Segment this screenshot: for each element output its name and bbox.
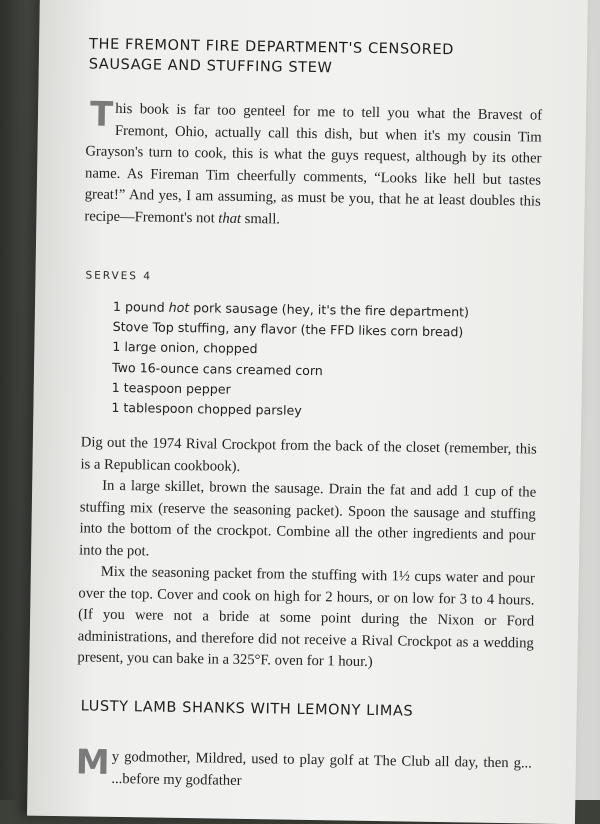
direction-paragraph: Mix the seasoning packet from the stuffing with 1½ cups water and pour over the top. Cover and cook on high for 2 hours, or on low for 3 to 4 hours. (If you were not a bride at some point during the Nixon or Ford administrations, and therefore did not receive a Rival Crockpot as a wedding present, you can bake in a 325°F. oven for 1 hour.) [77,563,535,671]
ingredient-text: pork sausage (hey, it's the fire department) [189,300,470,320]
servings-label: SERVES 4 [85,269,153,283]
direction-paragraph: Dig out the 1974 Rival Crockpot from the back of the closet (remember, this is a Republican cookbook). [80,434,537,475]
recipe-title-line-1: THE FREMONT FIRE DEPARTMENT'S CENSORED [88,36,455,59]
next-recipe-intro [75,742,533,796]
ingredient-item: Stove Top stuffing, any flavor (the FFD likes corn bread) [112,319,464,340]
recipe-title-line-2: SAUSAGE AND STUFFING STEW [88,56,333,77]
intro-text: y godmother, Mildred, used to play golf at The Club all day, then g... ...before my godfather [111,748,533,789]
drop-cap: T [89,94,114,135]
ingredient-item: Two 16-ounce cans creamed corn [111,359,323,378]
recipe-title [89,34,530,81]
ingredient-emphasis: hot [168,299,190,316]
ingredient-item: 1 teaspoon pepper [111,379,231,397]
next-recipe-title: LUSTY LAMB SHANKS WITH LEMONY LIMAS [80,698,414,720]
drop-cap: M [75,742,110,783]
ingredient-item: 1 tablespoon chopped parsley [111,399,302,418]
intro-text-end: small. [240,210,281,227]
recipe-directions [77,432,537,676]
intro-text: his book is far too genteel for me to tell you what the Bravest of Fremont, Ohio, actually call this dish, but when it's my cousin Tim Grayson's turn to cook, this is what the guys request, although by its other name. As Fireman Tim cheerfully comments, “Looks like hell but tastes great!” And yes, I am assuming, as must be you, that he at least doubles this recipe—Fremont's not [84,100,543,227]
ingredient-item: 1 large onion, chopped [112,339,258,357]
intro-emphasis: that [218,210,242,227]
direction-paragraph: In a large skillet, brown the sausage. Drain the fat and add 1 cup of the stuffing mix (reserve the seasoning packet). Spoon the sausage and stuffing into the bottom of the crockpot. Combine all the other ingredients and pour into the pot. [79,477,537,559]
ingredient-list [111,297,469,424]
recipe-intro [84,94,543,234]
ingredient-text: 1 pound [112,298,169,315]
book-page [27,0,588,824]
